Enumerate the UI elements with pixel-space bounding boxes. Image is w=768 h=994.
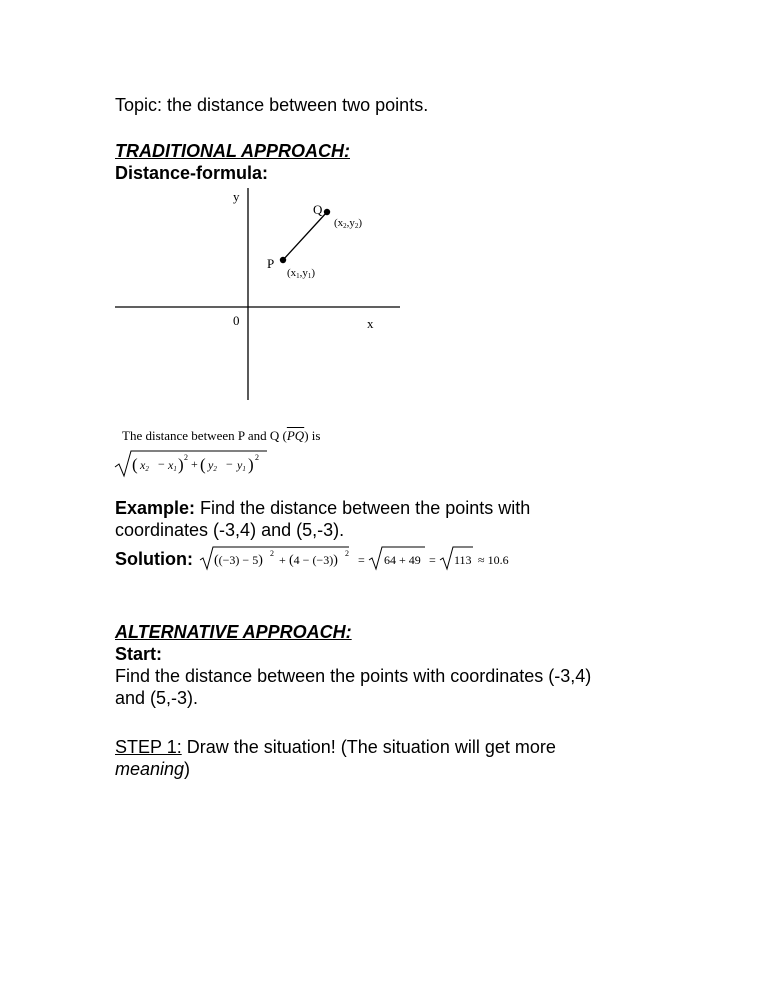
example-line-1: Example: Find the distance between the points with [115, 498, 531, 518]
distance-formula [112, 448, 302, 480]
solution-formula [199, 544, 529, 572]
formula-exp-2: 2 [255, 453, 259, 462]
point-q [324, 209, 330, 215]
traditional-approach-heading: TRADITIONAL APPROACH: [115, 141, 350, 161]
point-p [280, 257, 286, 263]
svg-text:+: + [191, 457, 198, 471]
solution-exp-1: 2 [270, 549, 274, 558]
solution-113: 113 [454, 553, 472, 567]
formula-y2: y2 [208, 458, 217, 473]
start-line-1: Find the distance between the points with coordinates (-3,4) [115, 666, 592, 686]
formula-exp-1: 2 [184, 453, 188, 462]
y-axis-label: y [233, 189, 240, 204]
topic-line: Topic: the distance between two points. [115, 95, 429, 115]
q-coordinates: (x2,y2) [334, 217, 363, 230]
start-line-2: and (5,-3). [115, 688, 199, 708]
svg-text:=: = [358, 553, 365, 567]
alternative-approach-heading: ALTERNATIVE APPROACH: [115, 622, 352, 642]
pq-overline: $\overline{PQ}$ [286, 428, 305, 443]
solution-exp-2: 2 [345, 549, 349, 558]
coordinate-diagram [0, 180, 768, 420]
solution-sum: 64 + 49 [384, 553, 421, 567]
solution-approx: ≈ 10.6 [478, 553, 509, 567]
step1-line-2: meaning) [115, 759, 191, 779]
step1-line-1: STEP 1: Draw the situation! (The situation will get more [115, 737, 556, 757]
formula-sentence: The distance between P and Q $(\overline{PQ})$ is [122, 428, 321, 443]
formula-x1: x1 [168, 458, 177, 473]
svg-text:=: = [429, 553, 436, 567]
svg-text:(4 − (−3)): (4 − (−3)) [289, 553, 338, 568]
segment-pq [283, 212, 327, 260]
formula-x2: x2 [140, 458, 149, 473]
example-line-2: coordinates (-3,4) and (5,-3). [115, 520, 345, 540]
svg-text:): ) [248, 455, 254, 474]
svg-text:(: ( [200, 455, 206, 474]
solution-label: Solution: [115, 549, 193, 569]
p-label: P [267, 256, 275, 271]
svg-text:−: − [158, 457, 165, 471]
q-label: Q [313, 202, 323, 217]
p-coordinates: (x1,y1) [287, 267, 316, 280]
formula-y1: y1 [237, 458, 246, 473]
svg-text:+: + [279, 553, 286, 567]
x-axis-label: x [367, 316, 374, 331]
start-label: Start: [115, 644, 163, 664]
svg-text:): ) [178, 455, 184, 474]
distance-formula-subheading: Distance-formula: [115, 163, 269, 183]
origin-label: 0 [233, 313, 240, 328]
svg-text:((−3) − 5): ((−3) − 5) [214, 553, 263, 568]
svg-text:(: ( [132, 455, 138, 474]
svg-text:−: − [226, 457, 233, 471]
